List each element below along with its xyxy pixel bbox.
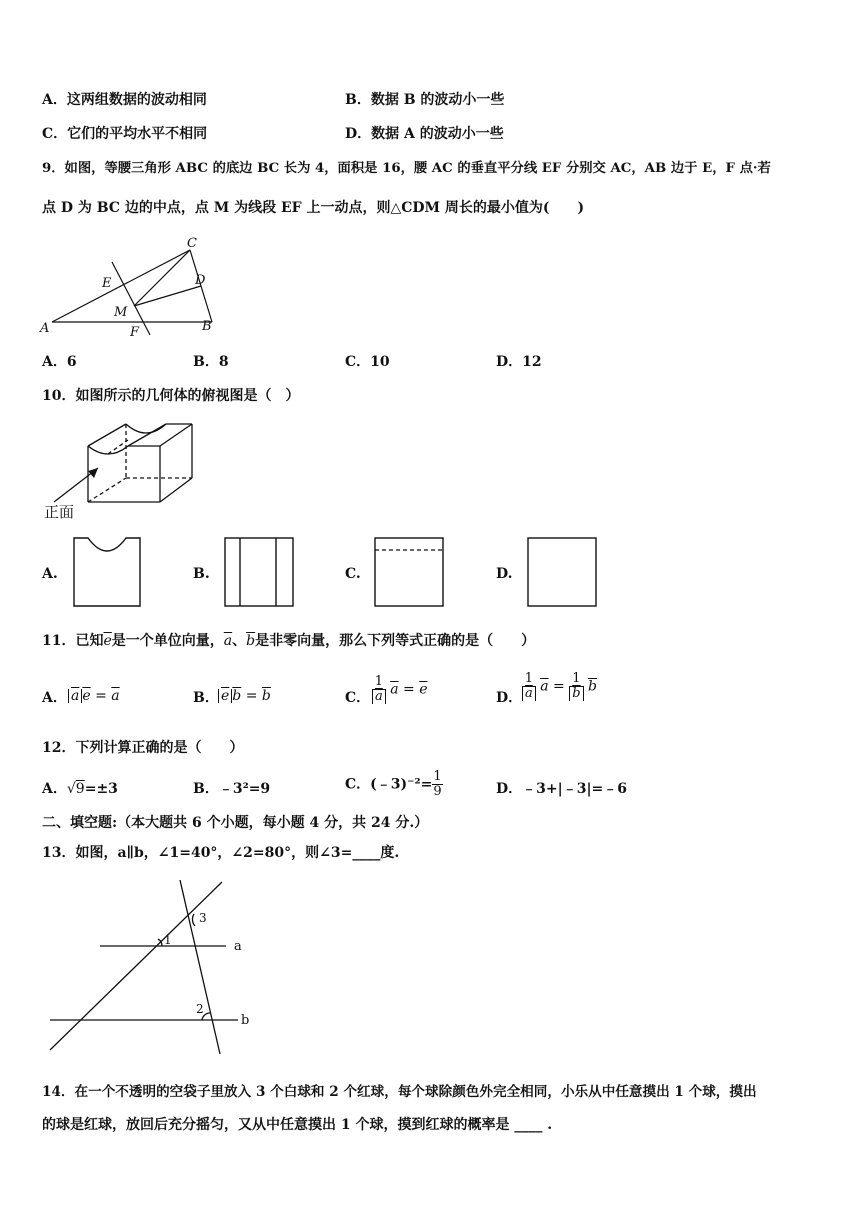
q11-option-d-label: D． <box>496 690 523 706</box>
q9-label-b: B <box>202 319 212 334</box>
q11-a-e: $\overline{e}$ <box>82 688 91 704</box>
q11-vec-a: $\overline{a}$ <box>223 633 233 649</box>
q11-option-c-expr <box>372 675 428 704</box>
q11-option-a-expr <box>68 687 120 705</box>
q12-option-c <box>345 770 443 799</box>
q11-d-b: $\overline{b}$ <box>588 678 597 695</box>
q13-angle-2: 2 <box>196 1002 204 1016</box>
q11-d-den2: b <box>572 686 581 701</box>
q11-option-b-expr <box>218 687 271 705</box>
q12-a-radicand: 9 <box>75 781 85 797</box>
q11-c-eq: = <box>403 681 415 698</box>
q13-angle-1: 1 <box>164 933 172 947</box>
q13-line-b: b <box>241 1013 250 1028</box>
q11-stem-c: 是非零向量，那么下列等式正确的是（ ） <box>255 633 536 649</box>
q10-option-a-figure <box>73 536 141 608</box>
q11-stem <box>42 632 535 650</box>
q12-option-b: B．﹣3²=9 <box>193 781 271 797</box>
q12-c-den: 9 <box>433 784 442 799</box>
q12-c-label: C．(﹣3)⁻²= <box>345 776 433 793</box>
q10-option-a-label: A. <box>42 566 58 582</box>
q9-label-f: F <box>130 325 140 340</box>
q13-line-a: a <box>234 939 242 954</box>
q11-b-e: $\overline{e}$ <box>221 688 230 704</box>
q9-label-a: A <box>40 321 50 336</box>
q9-option-b: B．8 <box>193 354 229 370</box>
q14-stem-line2: 的球是红球，放回后充分摇匀，又从中任意摸出 1 个球，摸到红球的概率是 ____ . <box>42 1117 553 1133</box>
q11-stem-a: 11．已知 <box>42 633 104 649</box>
q10-option-d-figure <box>527 537 597 609</box>
q11-c-den: a <box>375 689 383 704</box>
q9-label-c: C <box>187 236 197 251</box>
q11-b-rhs: $\overline{b}$ <box>261 688 271 704</box>
q9-label-m: M <box>114 305 128 320</box>
q8-option-d: D．数据 A 的波动小一些 <box>345 126 504 142</box>
q11-c-num: 1 <box>372 675 386 690</box>
q11-d-eq: = <box>553 678 565 695</box>
q9-option-c: C．10 <box>345 354 390 370</box>
q11-stem-b: 是一个单位向量， <box>111 633 224 649</box>
q12-c-num: 1 <box>433 769 442 784</box>
q11-vec-e: $\overline{e}$ <box>103 633 112 649</box>
q11-b-vec: $\overline{b}$ <box>232 688 242 704</box>
q12-stem: 12．下列计算正确的是（ ） <box>42 740 244 756</box>
q11-b-eq: = <box>245 688 258 704</box>
q8-option-b: B．数据 B 的波动小一些 <box>345 92 505 108</box>
q12-option-a: A．√9=±3 <box>42 781 118 797</box>
q11-d-a: $\overline{a}$ <box>540 678 549 695</box>
q10-option-c-figure <box>374 537 444 609</box>
q11-d-num1: 1 <box>522 672 536 687</box>
q9-stem-line1: 9．如图，等腰三角形 ABC 的底边 BC 长为 4，面积是 16，腰 AC 的垂直平分线 EF 分别交 AC，AB 边于 E，F 点·若 <box>42 161 771 176</box>
q11-a-vec: $\overline{a}$ <box>71 688 80 704</box>
q9-label-e: E <box>102 276 112 291</box>
q9-stem-line2: 点 D 为 BC 边的中点，点 M 为线段 EF 上一动点，则△CDM 周长的最小值为( ) <box>42 200 585 216</box>
q11-d-num2: 1 <box>569 672 583 687</box>
q13-parallel-lines-figure <box>46 876 266 1058</box>
section-2-heading: 二、填空题:（本大题共 6 个小题，每小题 4 分，共 24 分.） <box>42 815 429 831</box>
q9-option-a: A．6 <box>42 354 77 370</box>
q11-d-den1: a <box>525 686 533 701</box>
q13-angle-3: 3 <box>199 911 207 925</box>
q10-option-d-label: D. <box>496 566 513 582</box>
q9-label-d: D <box>195 273 206 288</box>
q11-option-d-expr <box>522 672 597 701</box>
q10-option-b-label: B. <box>193 566 210 582</box>
q11-option-c-label: C． <box>345 690 371 706</box>
q14-stem-line1: 14．在一个不透明的空袋子里放入 3 个白球和 2 个红球，每个球除颜色外完全相同，小乐从中任意摸出 1 个球，摸出 <box>42 1084 757 1100</box>
q9-option-d: D．12 <box>496 354 542 370</box>
q12-a-rest: =±3 <box>84 781 118 797</box>
q13-stem: 13．如图，a∥b，∠1=40°，∠2=80°，则∠3=____度. <box>42 845 400 861</box>
q9-triangle-figure <box>38 232 228 342</box>
q10-option-b-figure <box>224 537 294 609</box>
q8-option-c: C．它们的平均水平不相同 <box>42 126 208 142</box>
q12-a-label: A． <box>42 781 67 797</box>
q12-option-d: D．﹣3+|﹣3|=﹣6 <box>496 781 628 797</box>
q10-front-label: 正面 <box>44 503 75 521</box>
q10-stem: 10．如图所示的几何体的俯视图是（ ） <box>42 388 300 404</box>
q11-vec-b: $\overline{b}$ <box>246 633 256 649</box>
q11-option-b-label: B． <box>193 690 219 706</box>
q11-a-rhs: $\overline{a}$ <box>111 688 120 704</box>
q10-option-c-label: C. <box>345 566 361 582</box>
q11-c-a: $\overline{a}$ <box>390 681 399 698</box>
q11-option-a-label: A． <box>42 690 67 706</box>
q11-a-eq: = <box>95 688 107 704</box>
q8-option-a: A．这两组数据的波动相同 <box>42 92 207 108</box>
q11-sep: 、 <box>232 633 247 649</box>
q11-c-e: $\overline{e}$ <box>419 681 428 698</box>
